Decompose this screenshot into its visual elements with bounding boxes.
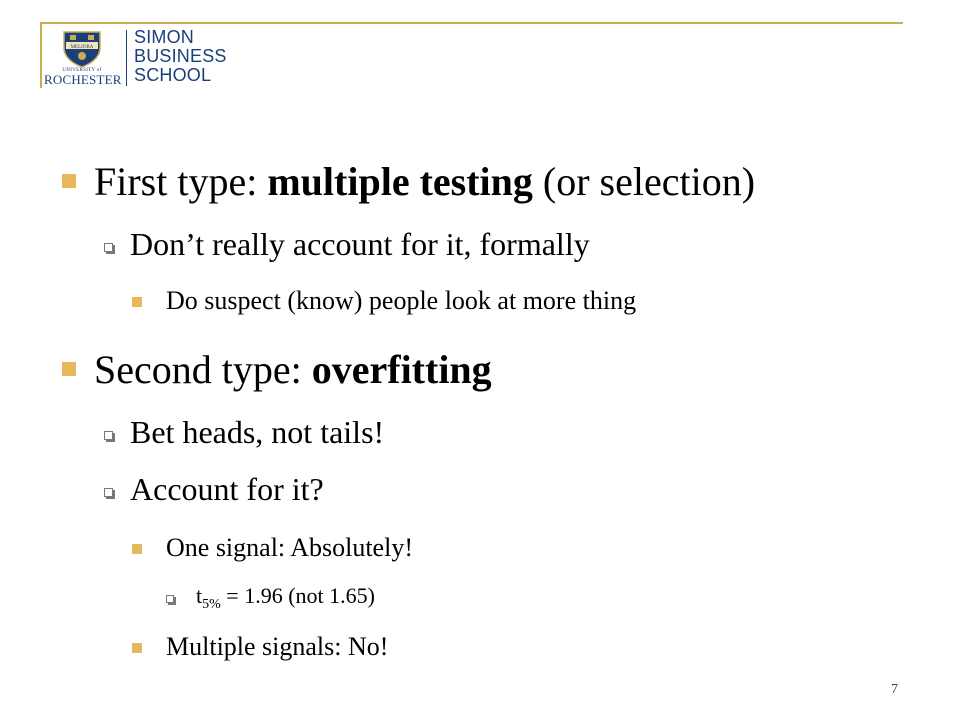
- logo-divider: [126, 30, 127, 86]
- school-wordmark: [134, 28, 227, 85]
- shield-icon: [60, 30, 104, 68]
- school-line-3: SCHOOL: [134, 65, 212, 85]
- bullet-second-type: [94, 346, 492, 393]
- t-value-text: = 1.96 (not 1.65): [220, 583, 375, 608]
- t-symbol: t: [196, 583, 203, 608]
- bullet-box-icon: [166, 595, 174, 603]
- t-subscript: 5%: [202, 597, 221, 612]
- bullet-do-suspect: Do suspect (know) people look at more thing: [166, 286, 637, 315]
- bullet-t-stat: [196, 583, 375, 612]
- bullet-box-icon: [104, 488, 113, 497]
- university-big-text: ROCHESTER: [44, 72, 122, 87]
- university-wordmark: [44, 68, 120, 86]
- bullet-square: [132, 544, 142, 554]
- bullet-square: [62, 362, 76, 376]
- university-small-text: UNIVERSITY of: [62, 68, 102, 73]
- page-number: 7: [891, 682, 898, 697]
- bullet-account-for-it: Account for it?: [130, 471, 324, 507]
- bullet-bold-text: overfitting: [311, 347, 492, 392]
- bullet-text: (or selection): [532, 159, 756, 204]
- bullet-bold-text: multiple testing: [267, 159, 533, 204]
- bullet-square: [132, 297, 142, 307]
- bullet-text: Second type:: [94, 347, 312, 392]
- bullet-bet-heads: Bet heads, not tails!: [130, 414, 385, 450]
- school-line-2: BUSINESS: [134, 46, 227, 66]
- bullet-square: [62, 174, 76, 188]
- bullet-multiple-signals: Multiple signals: No!: [166, 632, 389, 661]
- bullet-first-type: [94, 158, 755, 205]
- bullet-square: [132, 643, 142, 653]
- bullet-box-icon: [104, 431, 113, 440]
- simon-business-school-logo: [42, 24, 227, 90]
- school-line-1: SIMON: [134, 27, 195, 47]
- bullet-box-icon: [104, 243, 113, 252]
- bullet-one-signal: One signal: Absolutely!: [166, 533, 413, 562]
- bullet-text: First type:: [94, 159, 268, 204]
- bullet-dont-account: Don’t really account for it, formally: [130, 226, 590, 262]
- motto-text: MELIORA: [70, 45, 94, 50]
